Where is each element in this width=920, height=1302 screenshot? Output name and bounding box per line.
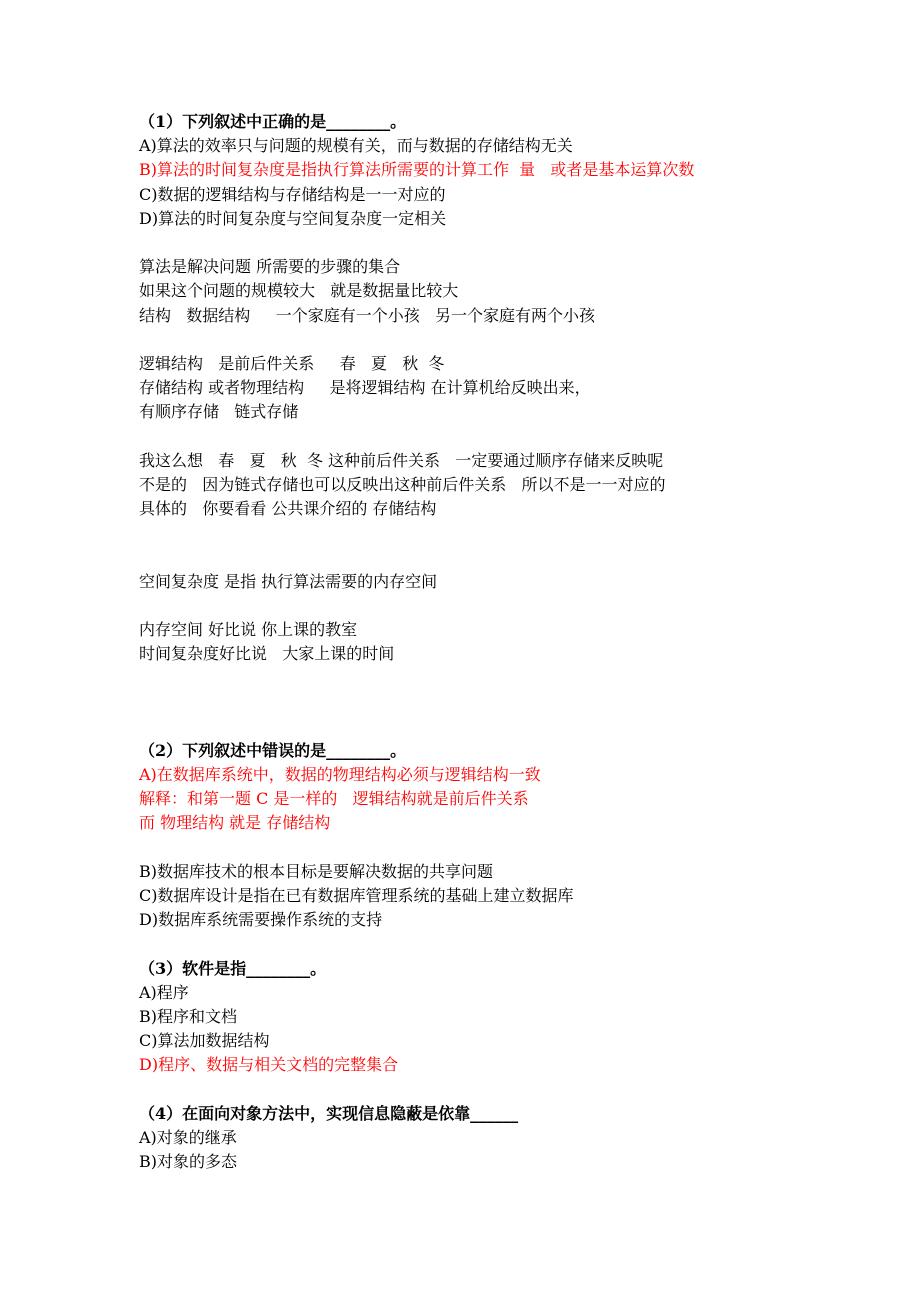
note-line: 内存空间 好比说 你上课的教室 — [139, 619, 358, 639]
q4-option-b: B)对象的多态 — [139, 1152, 238, 1172]
document-page — [139, 110, 839, 1174]
q3-option-c: C)算法加数据结构 — [139, 1031, 270, 1051]
q2-explanation: 而 物理结构 就是 存储结构 — [139, 813, 331, 833]
spacer — [139, 932, 839, 956]
q1-option-d: D)算法的时间复杂度与空间复杂度一定相关 — [139, 208, 447, 228]
spacer — [139, 231, 839, 255]
spacer — [139, 521, 839, 569]
q2-option-d: D)数据库系统需要操作系统的支持 — [139, 910, 383, 930]
note-line: 具体的 你要看看 公共课介绍的 存储结构 — [139, 499, 437, 518]
question-2-title: （2）下列叙述中错误的是________。 — [139, 740, 407, 760]
q2-option-a-answer: A)在数据库系统中，数据的物理结构必须与逻辑结构一致 — [139, 765, 541, 785]
q1-option-a: A)算法的效率只与问题的规模有关，而与数据的存储结构无关 — [139, 136, 573, 156]
spacer — [139, 594, 839, 618]
spacer — [139, 328, 839, 352]
q1-option-b-answer: B)算法的时间复杂度是指执行算法所需要的计算工作 量 或者是基本运算次数 — [139, 160, 695, 180]
note-line: 我这么想 春 夏 秋 冬 这种前后件关系 一定要通过顺序存储来反映呢 — [139, 450, 664, 470]
note-line: 时间复杂度好比说 大家上课的时间 — [139, 644, 395, 664]
note-line: 空间复杂度 是指 执行算法需要的内存空间 — [139, 571, 438, 591]
q3-option-b: B)程序和文档 — [139, 1006, 238, 1026]
note-line: 存储结构 或者物理结构 是将逻辑结构 在计算机给反映出来， — [139, 378, 591, 398]
spacer — [139, 836, 839, 860]
note-line: 有顺序存储 链式存储 — [139, 402, 299, 422]
q1-option-c: C)数据的逻辑结构与存储结构是一一对应的 — [139, 184, 446, 204]
q3-option-a: A)程序 — [139, 982, 189, 1002]
question-4-title: （4）在面向对象方法中，实现信息隐蔽是依靠______ — [139, 1103, 519, 1123]
note-line: 逻辑结构 是前后件关系 春 夏 秋 冬 — [139, 353, 445, 373]
q2-option-b: B)数据库技术的根本目标是要解决数据的共享问题 — [139, 861, 494, 881]
note-line: 如果这个问题的规模较大 就是数据量比较大 — [139, 281, 459, 301]
question-1-title: （1）下列叙述中正确的是________。 — [139, 112, 407, 131]
q4-option-a: A)对象的继承 — [139, 1127, 237, 1147]
note-line: 不是的 因为链式存储也可以反映出这种前后件关系 所以不是一一对应的 — [139, 474, 666, 494]
spacer — [139, 1078, 839, 1102]
q3-option-d-answer: D)程序、数据与相关文档的完整集合 — [139, 1055, 399, 1075]
question-3-title: （3）软件是指________。 — [139, 958, 327, 978]
q2-option-c: C)数据库设计是指在已有数据库管理系统的基础上建立数据库 — [139, 886, 574, 906]
note-line: 算法是解决问题 所需要的步骤的集合 — [139, 257, 401, 277]
spacer — [139, 666, 839, 739]
note-line: 结构 数据结构 一个家庭有一个小孩 另一个家庭有两个小孩 — [139, 305, 595, 325]
spacer — [139, 424, 839, 448]
q2-explanation: 解释：和第一题 C 是一样的 逻辑结构就是前后件关系 — [139, 789, 529, 809]
